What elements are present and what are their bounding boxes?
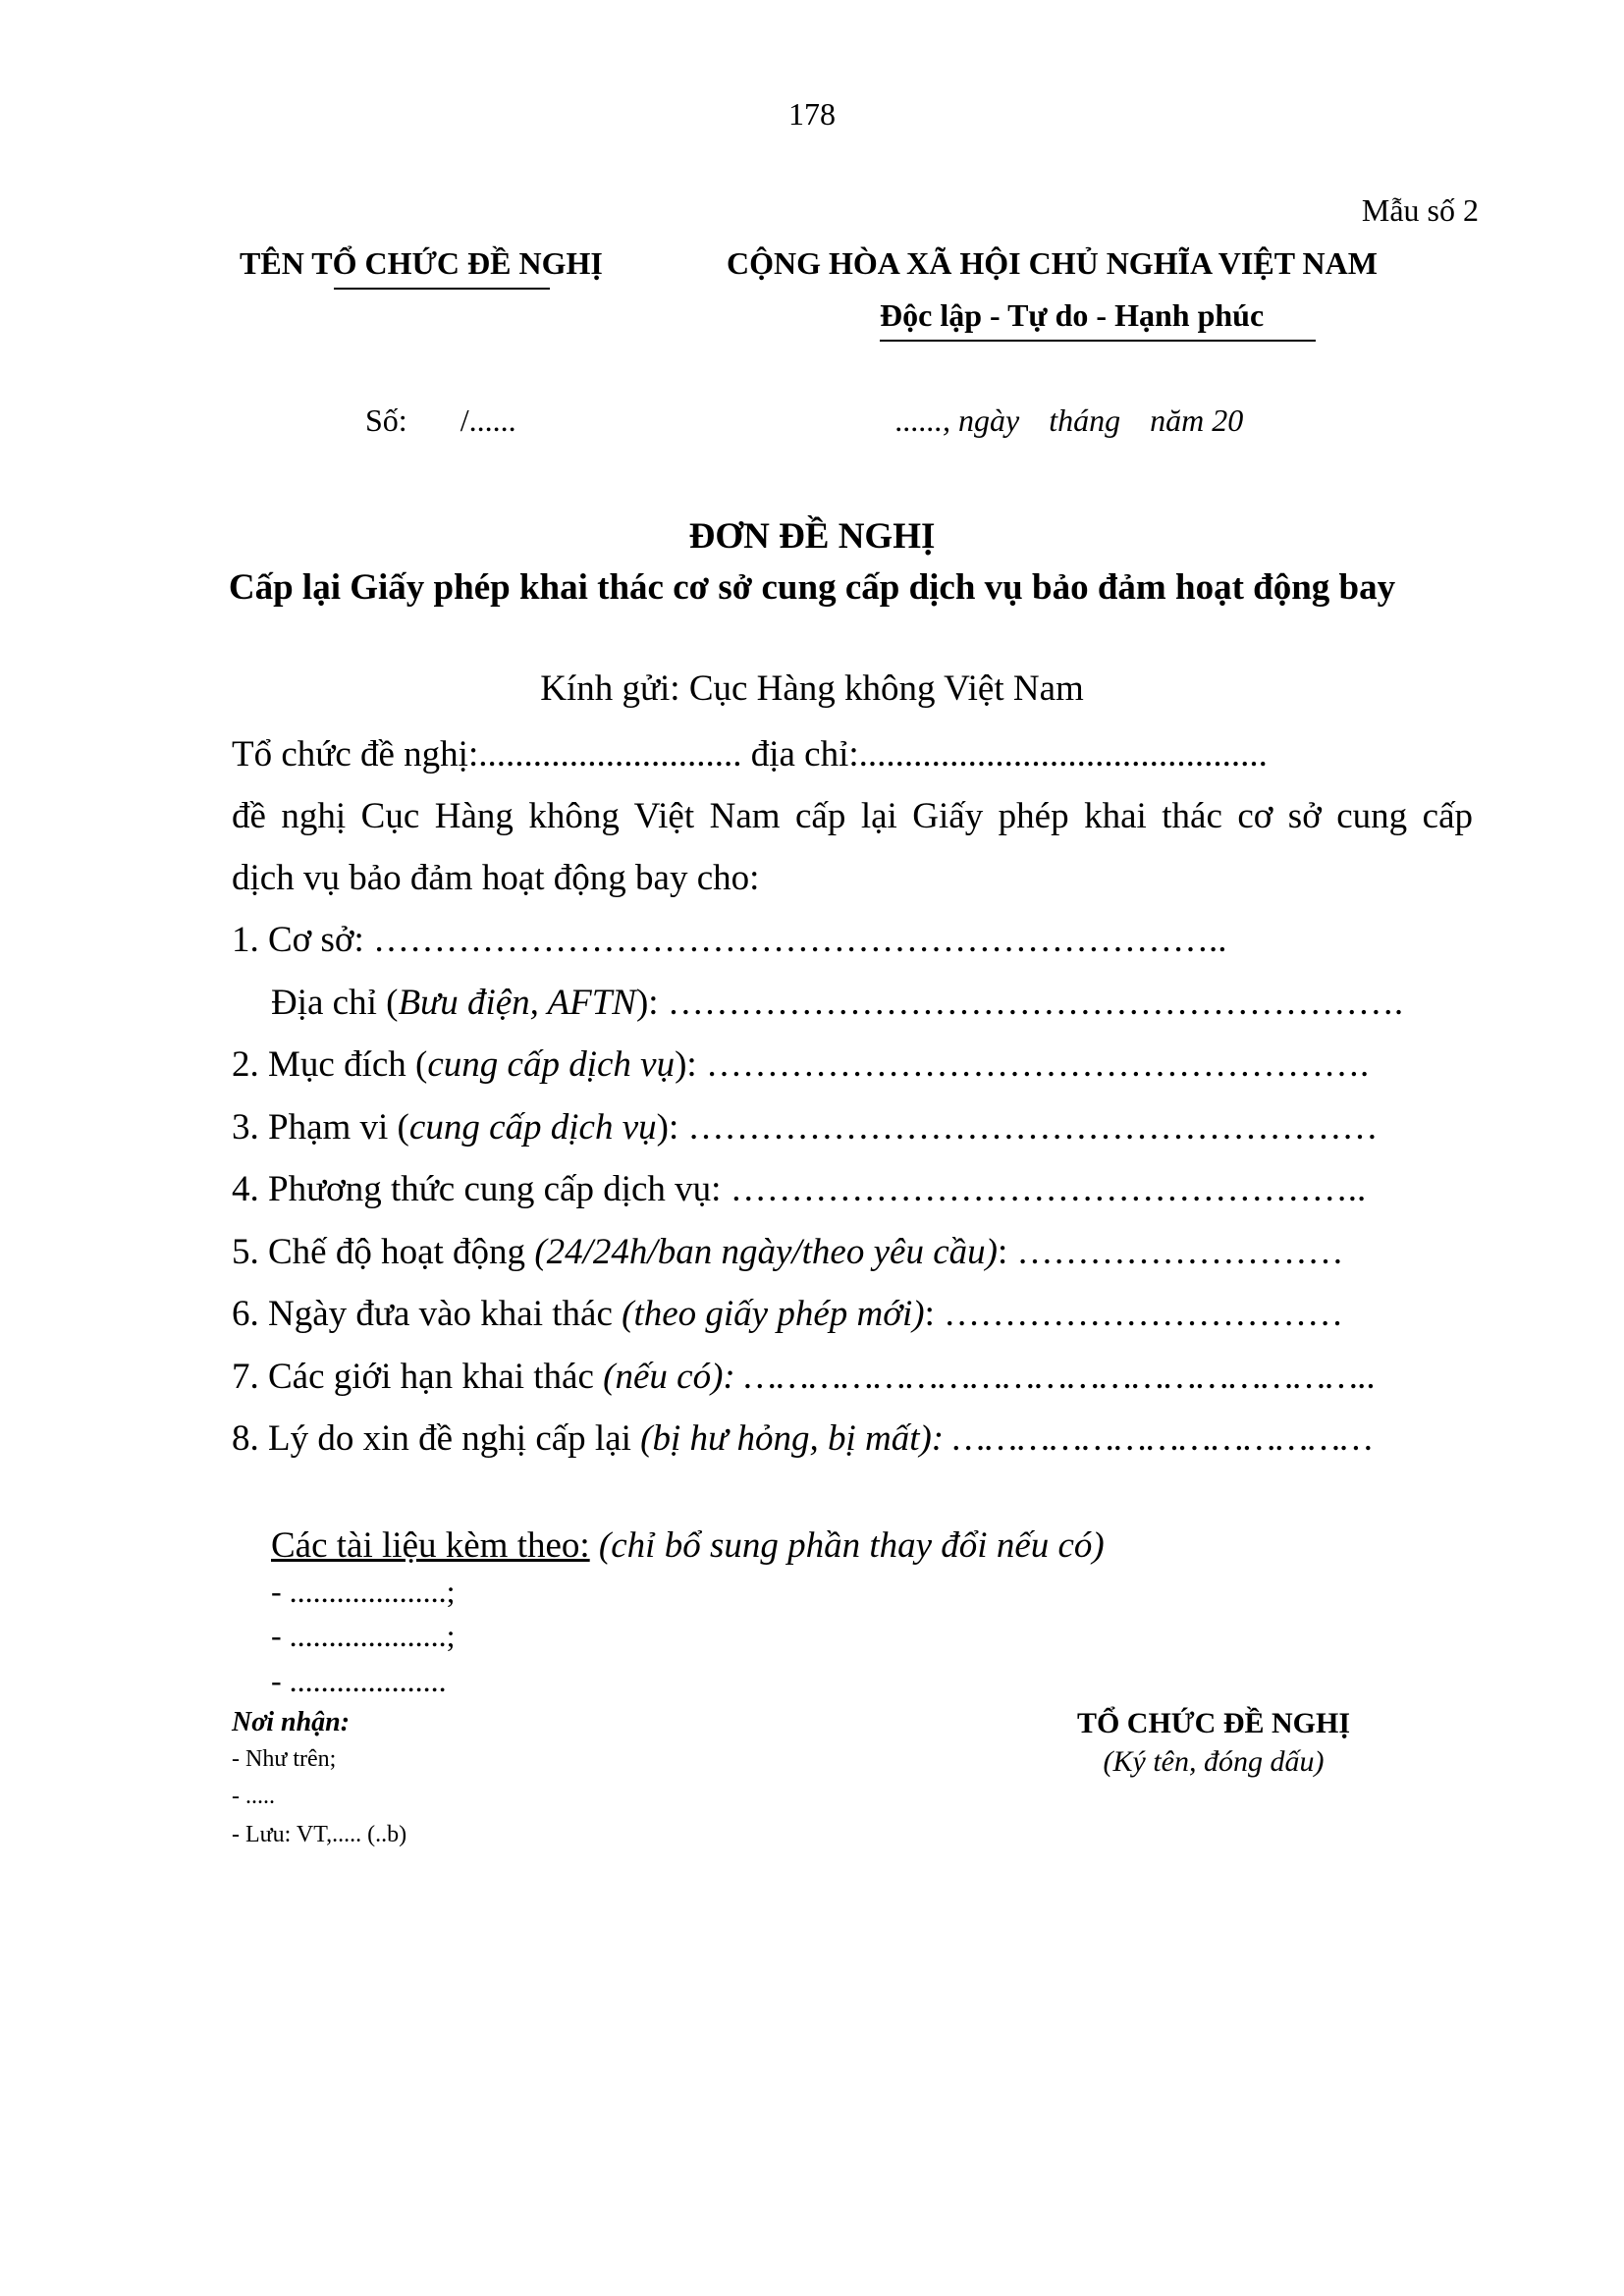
- item-8: [232, 1417, 1373, 1460]
- applicant-addr-fill: .............................................: [858, 734, 1268, 774]
- item-address: [271, 982, 1403, 1024]
- attachments-note: (chỉ bổ sung phần thay đổi nếu có): [598, 1525, 1105, 1566]
- date-month: tháng: [1049, 402, 1121, 438]
- item-4: [232, 1168, 1366, 1210]
- item-7: [232, 1356, 1377, 1398]
- item-suffix: :: [924, 1294, 935, 1334]
- item-label: 4. Phương thức cung cấp dịch vụ:: [232, 1169, 722, 1209]
- document-title: ĐƠN ĐỀ NGHỊ: [688, 516, 936, 557]
- item-2: [232, 1043, 1369, 1086]
- number-line: [365, 402, 516, 439]
- item-label: 6. Ngày đưa vào khai thác: [232, 1294, 623, 1334]
- item-note: cung cấp dịch vụ: [408, 1107, 657, 1148]
- form-code: Mẫu số 2: [1361, 192, 1479, 228]
- item-fill: ……………………………: [944, 1294, 1344, 1334]
- item-label: 1. Cơ sở:: [232, 920, 364, 960]
- item-label: 8. Lý do xin đề nghị cấp lại: [232, 1418, 641, 1459]
- request-text-line-1: đề nghị Cục Hàng không Việt Nam cấp lại Giấy phép khai thác cơ sở cung cấp: [232, 796, 1473, 836]
- recipients-line: - Như trên;: [232, 1746, 337, 1772]
- item-label: 5. Chế độ hoạt động: [232, 1232, 535, 1272]
- nation-heading: CỘNG HÒA XÃ HỘI CHỦ NGHĨA VIỆT NAM: [727, 245, 1378, 281]
- item-suffix: :: [997, 1232, 1008, 1272]
- item-label: 2. Mục đích (: [232, 1044, 428, 1085]
- recipients-line: - .....: [232, 1784, 275, 1809]
- number-value: /......: [460, 402, 516, 438]
- recipients-line: - Lưu: VT,..... (..b): [232, 1822, 407, 1847]
- applicant-addr-label: địa chỉ:: [750, 734, 859, 774]
- motto: Độc lập - Tự do - Hạnh phúc: [880, 297, 1265, 333]
- page-number: 178: [788, 96, 836, 132]
- item-note: (nếu có):: [603, 1357, 735, 1397]
- attachments-heading-line: [271, 1524, 1105, 1567]
- document-subtitle: Cấp lại Giấy phép khai thác cơ sở cung cấp dịch vụ bảo đảm hoạt động bay: [228, 567, 1396, 608]
- date-day: ngày: [958, 402, 1020, 438]
- item-fill: …………………………………: [952, 1418, 1374, 1459]
- item-suffix: ):: [656, 1107, 679, 1148]
- item-note: Bưu điện, AFTN: [398, 983, 636, 1023]
- applicant-org-fill: .............................: [478, 734, 742, 774]
- attachment-entry: - ....................: [271, 1663, 447, 1698]
- applicant-org-label: Tổ chức đề nghị:: [232, 734, 479, 774]
- item-label: 3. Phạm vi (: [232, 1107, 409, 1148]
- date-line: [895, 402, 1243, 439]
- attachments-heading: Các tài liệu kèm theo:: [271, 1525, 590, 1566]
- org-name-heading: TÊN TỔ CHỨC ĐỀ NGHỊ: [240, 245, 603, 281]
- signature-note: (Ký tên, đóng dấu): [1103, 1745, 1325, 1778]
- item-fill: ……………………………………………….: [705, 1044, 1370, 1085]
- item-suffix: ):: [675, 1044, 697, 1085]
- attachment-entry: - ....................;: [271, 1618, 456, 1653]
- item-suffix: ):: [635, 983, 659, 1023]
- applicant-line: [232, 733, 1268, 775]
- item-fill: ………………………: [1016, 1232, 1344, 1272]
- item-3: [232, 1106, 1378, 1148]
- date-place: ......,: [895, 402, 950, 438]
- item-1: [232, 919, 1227, 961]
- recipient-line: Kính gửi: Cục Hàng không Việt Nam: [540, 668, 1084, 709]
- item-note: cung cấp dịch vụ: [427, 1044, 676, 1085]
- number-label: Số:: [365, 402, 407, 438]
- motto-underline: [880, 340, 1316, 342]
- item-note: (theo giấy phép mới): [622, 1294, 925, 1334]
- request-text-line-2: dịch vụ bảo đảm hoạt động bay cho:: [232, 858, 760, 898]
- recipients-heading: Nơi nhận:: [232, 1707, 351, 1737]
- item-5: [232, 1231, 1343, 1273]
- item-fill: …………………………………………………: [687, 1107, 1379, 1148]
- item-label: Địa chỉ (: [271, 983, 399, 1023]
- item-fill: ……………………………………………………………..: [373, 920, 1227, 960]
- item-6: [232, 1293, 1343, 1335]
- signature-title: TỔ CHỨC ĐỀ NGHỊ: [1076, 1707, 1351, 1739]
- org-name-underline: [334, 288, 550, 290]
- item-note: (bị hư hỏng, bị mất):: [640, 1418, 945, 1459]
- item-fill: …………………………………………………….: [667, 983, 1404, 1023]
- attachment-entry: - ....................;: [271, 1574, 456, 1609]
- item-label: 7. Các giới hạn khai thác: [232, 1357, 604, 1397]
- item-fill: …………………………………………………..: [743, 1357, 1377, 1397]
- date-year: năm 20: [1150, 402, 1244, 438]
- item-note: (24/24h/ban ngày/theo yêu cầu): [534, 1232, 998, 1272]
- item-fill: ……………………………………………..: [730, 1169, 1367, 1209]
